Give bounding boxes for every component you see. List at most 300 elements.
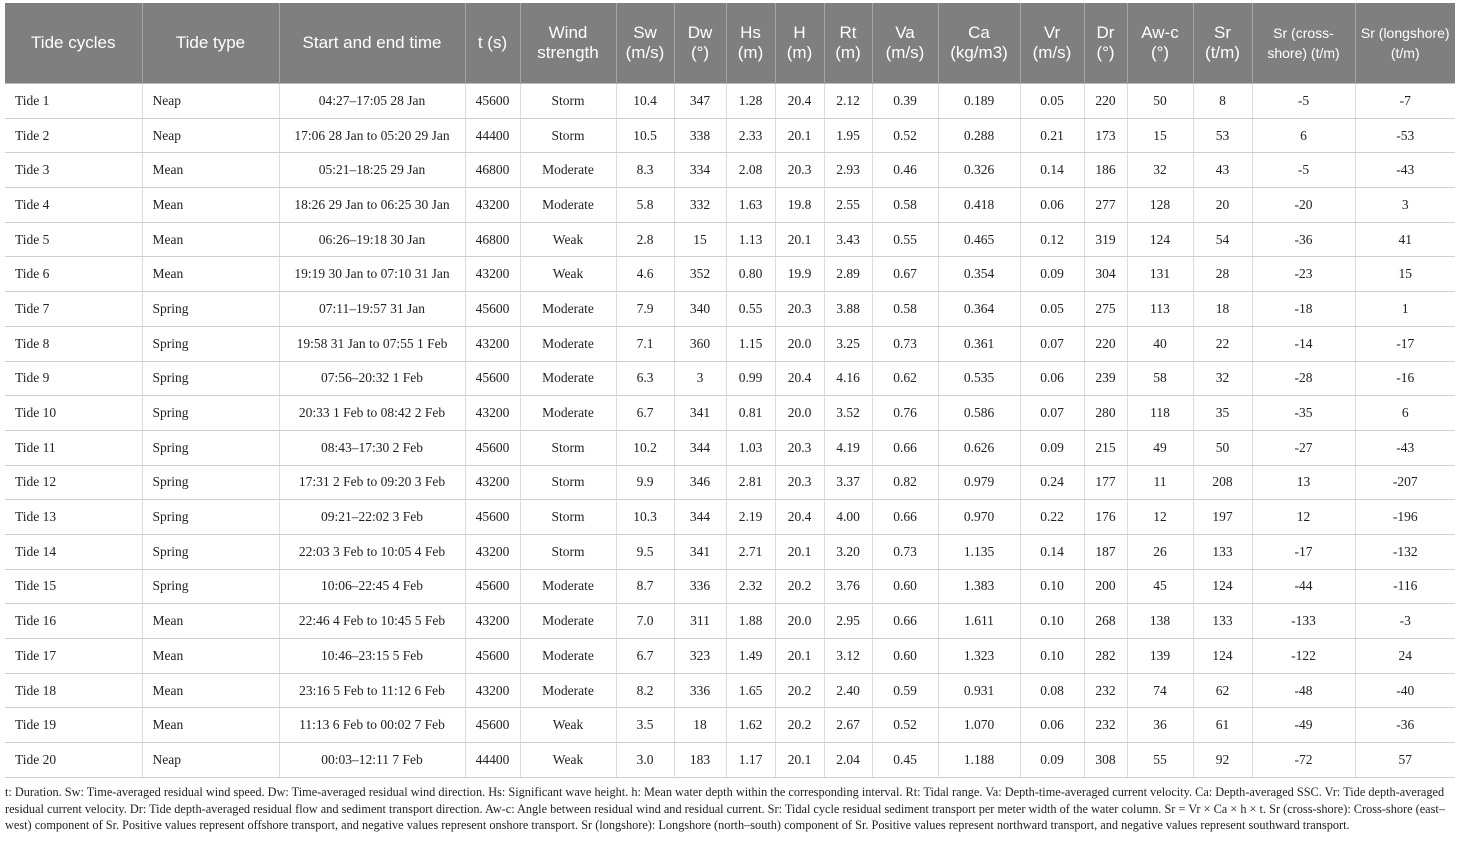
col-header: H (m) — [775, 3, 824, 84]
table-cell: 20.2 — [775, 708, 824, 743]
table-cell: -43 — [1355, 430, 1455, 465]
table-cell: 0.10 — [1020, 639, 1084, 674]
table-cell: Storm — [520, 84, 616, 119]
table-cell: 58 — [1127, 361, 1193, 396]
table-cell: 5.8 — [616, 188, 674, 223]
table-cell: 138 — [1127, 604, 1193, 639]
table-cell: 3 — [674, 361, 726, 396]
table-row — [5, 500, 1455, 535]
table-cell: -14 — [1252, 326, 1355, 361]
table-cell: 0.535 — [938, 361, 1020, 396]
table-cell: 07:11–19:57 31 Jan — [279, 292, 465, 327]
table-cell: 344 — [674, 500, 726, 535]
table-cell: -17 — [1355, 326, 1455, 361]
table-cell: 232 — [1084, 708, 1127, 743]
table-cell: -17 — [1252, 534, 1355, 569]
table-cell: 0.39 — [872, 84, 938, 119]
table-cell: 2.12 — [824, 84, 872, 119]
table-cell: 20.1 — [775, 743, 824, 778]
table-cell: 7.0 — [616, 604, 674, 639]
table-cell: 2.95 — [824, 604, 872, 639]
table-cell: 3.5 — [616, 708, 674, 743]
table-cell: 0.52 — [872, 118, 938, 153]
table-row — [5, 326, 1455, 361]
table-cell: 32 — [1193, 361, 1252, 396]
col-header: Tide type — [142, 3, 279, 84]
table-cell: 0.06 — [1020, 708, 1084, 743]
table-cell: 128 — [1127, 188, 1193, 223]
table-cell: Spring — [142, 292, 279, 327]
table-cell: Moderate — [520, 673, 616, 708]
col-header: Hs (m) — [726, 3, 775, 84]
table-cell: 3.43 — [824, 222, 872, 257]
table-row — [5, 639, 1455, 674]
table-cell: 3.0 — [616, 743, 674, 778]
table-cell: 0.55 — [872, 222, 938, 257]
table-cell: 6.3 — [616, 361, 674, 396]
col-header: Tide cycles — [5, 3, 142, 84]
table-cell: 3.88 — [824, 292, 872, 327]
table-cell: Tide 6 — [5, 257, 142, 292]
table-cell: 1.88 — [726, 604, 775, 639]
table-cell: 0.46 — [872, 153, 938, 188]
table-cell: 0.586 — [938, 396, 1020, 431]
table-cell: 215 — [1084, 430, 1127, 465]
table-row — [5, 465, 1455, 500]
table-cell: 53 — [1193, 118, 1252, 153]
table-cell: -20 — [1252, 188, 1355, 223]
table-cell: 304 — [1084, 257, 1127, 292]
table-cell: 4.00 — [824, 500, 872, 535]
table-cell: 0.66 — [872, 500, 938, 535]
table-cell: 00:03–12:11 7 Feb — [279, 743, 465, 778]
table-cell: Mean — [142, 257, 279, 292]
col-header: Sr (t/m) — [1193, 3, 1252, 84]
table-cell: 0.931 — [938, 673, 1020, 708]
table-cell: 20.0 — [775, 326, 824, 361]
table-cell: 0.10 — [1020, 604, 1084, 639]
table-cell: 20.0 — [775, 604, 824, 639]
table-cell: 1.611 — [938, 604, 1020, 639]
tide-cycle-table — [5, 3, 1455, 778]
table-cell: 0.99 — [726, 361, 775, 396]
col-header: t (s) — [465, 3, 520, 84]
table-cell: 46800 — [465, 222, 520, 257]
table-cell: 2.81 — [726, 465, 775, 500]
table-cell: 18 — [674, 708, 726, 743]
table-cell: -16 — [1355, 361, 1455, 396]
table-cell: 19.8 — [775, 188, 824, 223]
table-cell: Moderate — [520, 292, 616, 327]
table-cell: 0.288 — [938, 118, 1020, 153]
table-cell: 220 — [1084, 84, 1127, 119]
table-cell: 20.3 — [775, 430, 824, 465]
table-cell: 133 — [1193, 534, 1252, 569]
table-cell: 3.37 — [824, 465, 872, 500]
table-cell: Tide 13 — [5, 500, 142, 535]
table-cell: 15 — [1355, 257, 1455, 292]
table-cell: 8.3 — [616, 153, 674, 188]
table-cell: 10.2 — [616, 430, 674, 465]
table-cell: 18 — [1193, 292, 1252, 327]
table-cell: -18 — [1252, 292, 1355, 327]
table-cell: 336 — [674, 673, 726, 708]
table-cell: 0.22 — [1020, 500, 1084, 535]
table-cell: Tide 18 — [5, 673, 142, 708]
header-row — [5, 3, 1455, 84]
table-cell: 139 — [1127, 639, 1193, 674]
table-row — [5, 673, 1455, 708]
table-cell: -133 — [1252, 604, 1355, 639]
table-cell: 13 — [1252, 465, 1355, 500]
table-cell: 0.07 — [1020, 396, 1084, 431]
table-cell: 0.81 — [726, 396, 775, 431]
table-cell: 2.19 — [726, 500, 775, 535]
table-cell: 338 — [674, 118, 726, 153]
table-cell: 12 — [1127, 500, 1193, 535]
table-cell: Spring — [142, 326, 279, 361]
table-cell: Tide 3 — [5, 153, 142, 188]
table-cell: Moderate — [520, 604, 616, 639]
table-row — [5, 188, 1455, 223]
table-row — [5, 222, 1455, 257]
table-row — [5, 534, 1455, 569]
table-cell: 0.24 — [1020, 465, 1084, 500]
table-cell: 45600 — [465, 292, 520, 327]
table-cell: 3.20 — [824, 534, 872, 569]
table-cell: 336 — [674, 569, 726, 604]
table-cell: 8.7 — [616, 569, 674, 604]
table-cell: Weak — [520, 222, 616, 257]
table-cell: 15 — [674, 222, 726, 257]
table-cell: -132 — [1355, 534, 1455, 569]
table-cell: 45600 — [465, 708, 520, 743]
table-cell: -7 — [1355, 84, 1455, 119]
table-cell: 346 — [674, 465, 726, 500]
col-header: Sr (longshore) (t/m) — [1355, 3, 1455, 84]
table-cell: 3.12 — [824, 639, 872, 674]
table-cell: 1.323 — [938, 639, 1020, 674]
table-cell: 26 — [1127, 534, 1193, 569]
table-cell: 6 — [1355, 396, 1455, 431]
table-cell: 360 — [674, 326, 726, 361]
table-cell: 4.16 — [824, 361, 872, 396]
table-cell: Spring — [142, 361, 279, 396]
table-cell: 0.09 — [1020, 257, 1084, 292]
table-row — [5, 743, 1455, 778]
table-row — [5, 430, 1455, 465]
table-cell: 45600 — [465, 84, 520, 119]
table-cell: 3.25 — [824, 326, 872, 361]
table-cell: 1.13 — [726, 222, 775, 257]
table-cell: 8.2 — [616, 673, 674, 708]
table-cell: 20.0 — [775, 396, 824, 431]
table-cell: 0.52 — [872, 708, 938, 743]
table-cell: Mean — [142, 153, 279, 188]
table-cell: Tide 1 — [5, 84, 142, 119]
table-cell: 6.7 — [616, 639, 674, 674]
table-cell: Spring — [142, 396, 279, 431]
table-cell: Moderate — [520, 153, 616, 188]
table-cell: 20.1 — [775, 222, 824, 257]
table-cell: 1.383 — [938, 569, 1020, 604]
table-cell: -27 — [1252, 430, 1355, 465]
table-cell: -35 — [1252, 396, 1355, 431]
table-body — [5, 84, 1455, 778]
table-cell: -72 — [1252, 743, 1355, 778]
table-cell: 10.5 — [616, 118, 674, 153]
table-cell: Mean — [142, 708, 279, 743]
table-cell: 8 — [1193, 84, 1252, 119]
table-cell: 20.1 — [775, 118, 824, 153]
table-cell: 2.33 — [726, 118, 775, 153]
table-row — [5, 396, 1455, 431]
table-cell: 22:03 3 Feb to 10:05 4 Feb — [279, 534, 465, 569]
table-cell: 08:43–17:30 2 Feb — [279, 430, 465, 465]
table-cell: 1.28 — [726, 84, 775, 119]
table-cell: 0.354 — [938, 257, 1020, 292]
table-cell: -36 — [1252, 222, 1355, 257]
table-cell: 45600 — [465, 500, 520, 535]
table-cell: 0.09 — [1020, 430, 1084, 465]
table-row — [5, 292, 1455, 327]
table-cell: Moderate — [520, 326, 616, 361]
table-cell: 1.95 — [824, 118, 872, 153]
table-cell: Storm — [520, 430, 616, 465]
col-header: Sr (cross-shore) (t/m) — [1252, 3, 1355, 84]
table-cell: 20.4 — [775, 361, 824, 396]
table-cell: 20.1 — [775, 534, 824, 569]
table-cell: 0.55 — [726, 292, 775, 327]
table-cell: 2.40 — [824, 673, 872, 708]
table-cell: 6 — [1252, 118, 1355, 153]
table-cell: 20.2 — [775, 673, 824, 708]
table-cell: Tide 10 — [5, 396, 142, 431]
table-cell: 177 — [1084, 465, 1127, 500]
table-cell: 0.970 — [938, 500, 1020, 535]
table-cell: 282 — [1084, 639, 1127, 674]
table-cell: 28 — [1193, 257, 1252, 292]
table-cell: 43200 — [465, 604, 520, 639]
table-cell: Moderate — [520, 188, 616, 223]
table-row — [5, 153, 1455, 188]
table-cell: 7.9 — [616, 292, 674, 327]
table-cell: 340 — [674, 292, 726, 327]
table-cell: 15 — [1127, 118, 1193, 153]
table-cell: Mean — [142, 222, 279, 257]
table-cell: 347 — [674, 84, 726, 119]
table-cell: 43 — [1193, 153, 1252, 188]
table-cell: 118 — [1127, 396, 1193, 431]
table-cell: 4.6 — [616, 257, 674, 292]
table-cell: 35 — [1193, 396, 1252, 431]
table-cell: 20.4 — [775, 500, 824, 535]
table-cell: Moderate — [520, 639, 616, 674]
table-cell: 334 — [674, 153, 726, 188]
table-cell: 74 — [1127, 673, 1193, 708]
table-cell: 0.364 — [938, 292, 1020, 327]
table-cell: 323 — [674, 639, 726, 674]
table-row — [5, 361, 1455, 396]
table-cell: Weak — [520, 743, 616, 778]
table-cell: 05:21–18:25 29 Jan — [279, 153, 465, 188]
table-cell: Spring — [142, 569, 279, 604]
table-cell: 11:13 6 Feb to 00:02 7 Feb — [279, 708, 465, 743]
table-cell: -44 — [1252, 569, 1355, 604]
table-cell: 197 — [1193, 500, 1252, 535]
table-row — [5, 257, 1455, 292]
table-cell: 332 — [674, 188, 726, 223]
table-cell: 352 — [674, 257, 726, 292]
table-cell: 20:33 1 Feb to 08:42 2 Feb — [279, 396, 465, 431]
table-cell: 0.62 — [872, 361, 938, 396]
table-cell: 124 — [1193, 639, 1252, 674]
table-cell: 09:21–22:02 3 Feb — [279, 500, 465, 535]
table-cell: 7.1 — [616, 326, 674, 361]
table-cell: 0.73 — [872, 534, 938, 569]
table-cell: 0.06 — [1020, 188, 1084, 223]
table-cell: 0.73 — [872, 326, 938, 361]
table-cell: 20 — [1193, 188, 1252, 223]
table-cell: Spring — [142, 500, 279, 535]
table-cell: 40 — [1127, 326, 1193, 361]
table-cell: 0.06 — [1020, 361, 1084, 396]
table-cell: -207 — [1355, 465, 1455, 500]
table-cell: 18:26 29 Jan to 06:25 30 Jan — [279, 188, 465, 223]
table-cell: Storm — [520, 465, 616, 500]
table-cell: 50 — [1127, 84, 1193, 119]
table-cell: 2.32 — [726, 569, 775, 604]
table-cell: 10.3 — [616, 500, 674, 535]
table-cell: 19.9 — [775, 257, 824, 292]
table-cell: 0.66 — [872, 604, 938, 639]
table-cell: 2.8 — [616, 222, 674, 257]
table-cell: 0.07 — [1020, 326, 1084, 361]
col-header: Start and end time — [279, 3, 465, 84]
col-header: Vr (m/s) — [1020, 3, 1084, 84]
table-cell: 0.60 — [872, 569, 938, 604]
table-cell: 3 — [1355, 188, 1455, 223]
col-header: Dr (°) — [1084, 3, 1127, 84]
table-cell: -48 — [1252, 673, 1355, 708]
table-cell: 1.17 — [726, 743, 775, 778]
table-cell: 1.62 — [726, 708, 775, 743]
table-cell: 183 — [674, 743, 726, 778]
table-cell: 186 — [1084, 153, 1127, 188]
table-cell: Tide 2 — [5, 118, 142, 153]
table-cell: 173 — [1084, 118, 1127, 153]
col-header: Sw (m/s) — [616, 3, 674, 84]
table-cell: Storm — [520, 500, 616, 535]
table-cell: Tide 9 — [5, 361, 142, 396]
table-cell: 57 — [1355, 743, 1455, 778]
table-cell: 341 — [674, 396, 726, 431]
table-cell: 22 — [1193, 326, 1252, 361]
table-cell: 20.3 — [775, 153, 824, 188]
table-cell: -196 — [1355, 500, 1455, 535]
table-cell: 0.326 — [938, 153, 1020, 188]
table-cell: -28 — [1252, 361, 1355, 396]
table-cell: Storm — [520, 534, 616, 569]
table-cell: -5 — [1252, 84, 1355, 119]
table-cell: 2.93 — [824, 153, 872, 188]
table-cell: 1.15 — [726, 326, 775, 361]
table-cell: 45600 — [465, 639, 520, 674]
table-cell: 268 — [1084, 604, 1127, 639]
table-cell: Tide 12 — [5, 465, 142, 500]
table-cell: 344 — [674, 430, 726, 465]
table-cell: 11 — [1127, 465, 1193, 500]
table-cell: Moderate — [520, 361, 616, 396]
table-cell: 308 — [1084, 743, 1127, 778]
table-cell: 20.2 — [775, 569, 824, 604]
table-cell: 1.49 — [726, 639, 775, 674]
table-cell: Neap — [142, 118, 279, 153]
table-cell: 131 — [1127, 257, 1193, 292]
table-cell: 0.14 — [1020, 534, 1084, 569]
table-cell: 20.1 — [775, 639, 824, 674]
table-cell: 07:56–20:32 1 Feb — [279, 361, 465, 396]
table-row — [5, 604, 1455, 639]
table-cell: 277 — [1084, 188, 1127, 223]
table-cell: 43200 — [465, 465, 520, 500]
table-cell: 0.08 — [1020, 673, 1084, 708]
table-cell: 0.465 — [938, 222, 1020, 257]
table-cell: Mean — [142, 188, 279, 223]
table-cell: 6.7 — [616, 396, 674, 431]
table-cell: Mean — [142, 673, 279, 708]
col-header: Wind strength — [520, 3, 616, 84]
table-cell: 0.82 — [872, 465, 938, 500]
table-cell: -40 — [1355, 673, 1455, 708]
table-cell: 1.65 — [726, 673, 775, 708]
table-cell: 17:06 28 Jan to 05:20 29 Jan — [279, 118, 465, 153]
table-cell: 124 — [1127, 222, 1193, 257]
table-cell: -3 — [1355, 604, 1455, 639]
table-cell: 0.626 — [938, 430, 1020, 465]
table-cell: 45600 — [465, 569, 520, 604]
table-cell: Storm — [520, 118, 616, 153]
table-cell: 1.63 — [726, 188, 775, 223]
table-cell: Tide 17 — [5, 639, 142, 674]
table-cell: 0.12 — [1020, 222, 1084, 257]
col-header: Ca (kg/m3) — [938, 3, 1020, 84]
table-cell: 45600 — [465, 361, 520, 396]
table-cell: 0.14 — [1020, 153, 1084, 188]
table-cell: Neap — [142, 84, 279, 119]
table-cell: 04:27–17:05 28 Jan — [279, 84, 465, 119]
table-cell: -116 — [1355, 569, 1455, 604]
table-cell: 0.21 — [1020, 118, 1084, 153]
table-cell: 220 — [1084, 326, 1127, 361]
table-cell: 92 — [1193, 743, 1252, 778]
table-row — [5, 84, 1455, 119]
table-cell: Spring — [142, 465, 279, 500]
table-cell: 06:26–19:18 30 Jan — [279, 222, 465, 257]
table-cell: 9.5 — [616, 534, 674, 569]
table-cell: 43200 — [465, 534, 520, 569]
table-cell: -53 — [1355, 118, 1455, 153]
table-cell: 2.71 — [726, 534, 775, 569]
table-cell: 12 — [1252, 500, 1355, 535]
table-cell: 3.52 — [824, 396, 872, 431]
table-cell: 2.67 — [824, 708, 872, 743]
table-cell: 187 — [1084, 534, 1127, 569]
table-cell: 45600 — [465, 430, 520, 465]
table-cell: 0.60 — [872, 639, 938, 674]
table-cell: 43200 — [465, 257, 520, 292]
table-cell: -43 — [1355, 153, 1455, 188]
